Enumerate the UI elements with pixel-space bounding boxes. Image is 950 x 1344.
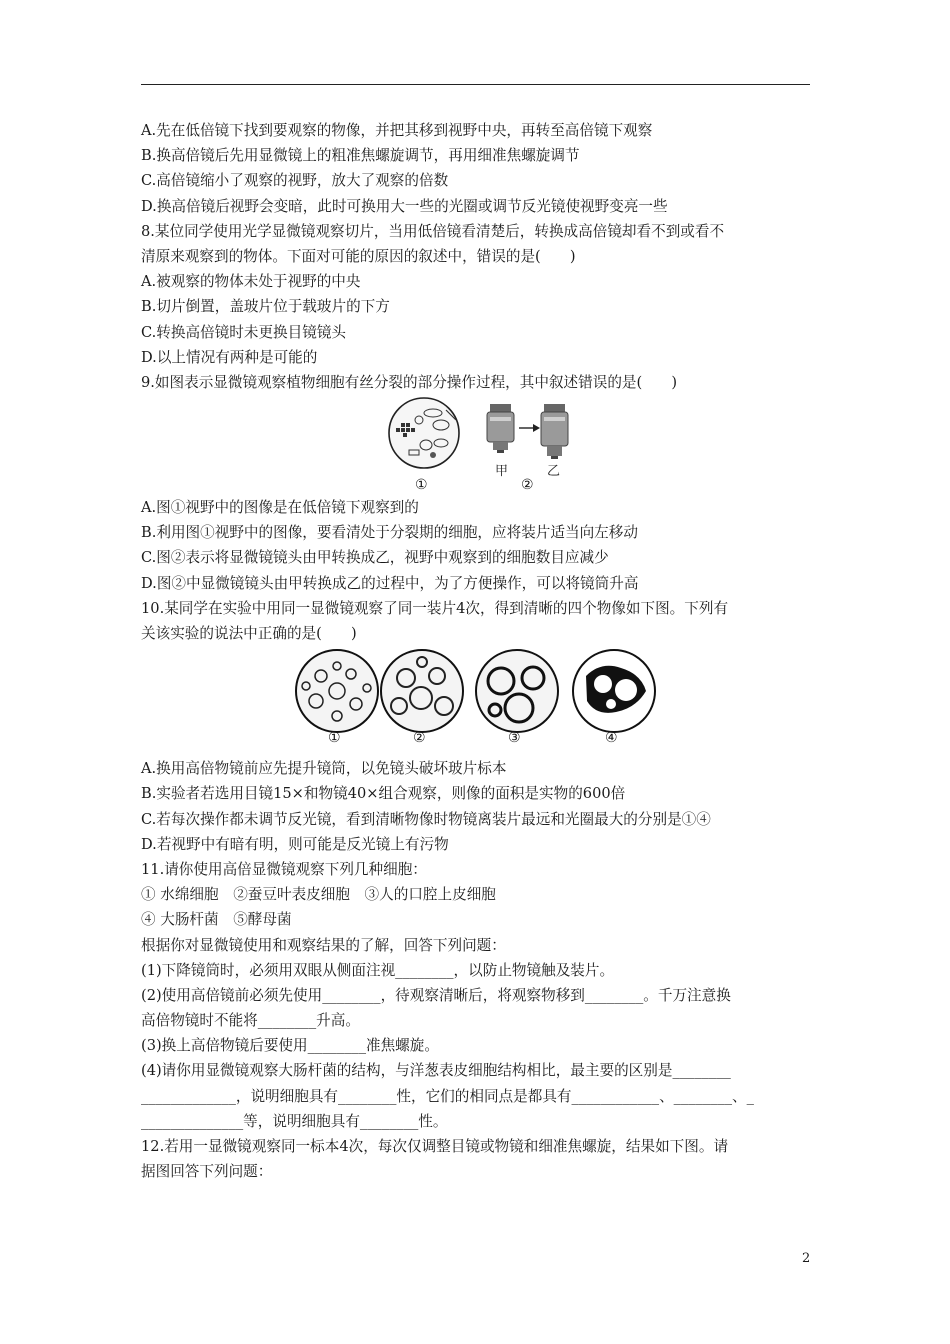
text-block-bottom — [141, 756, 813, 1184]
text-line: A.被观察的物体未处于视野的中央 — [141, 273, 361, 291]
text-line: ④ 大肠杆菌 ⑤酵母菌 — [141, 911, 292, 929]
text-line: B.切片倒置，盖玻片位于载玻片的下方 — [141, 298, 390, 316]
page-number: 2 — [802, 1251, 811, 1266]
text-block-top — [141, 118, 813, 395]
objective-lens-jia — [487, 404, 514, 453]
text-line: 根据你对显微镜使用和观察结果的了解，回答下列问题： — [141, 936, 506, 954]
text-line: 清原来观察到的物体。下面对可能的原因的叙述中，错误的是( ) — [141, 247, 576, 265]
page-body — [141, 118, 813, 1184]
text-line: A.先在低倍镜下找到要观察的物像，并把其移到视野中央，再转至高倍镜下观察 — [141, 122, 653, 139]
view-circle-1 — [296, 650, 378, 732]
text-line: 9.如图表示显微镜观察植物细胞有丝分裂的部分操作过程，其中叙述错误的是( ) — [141, 373, 678, 391]
text-line: (4)请你用显微镜观察大肠杆菌的结构，与洋葱表皮细胞结构相比，最主要的区别是________ — [141, 1062, 731, 1080]
text-line: 11.请你使用高倍显微镜观察下列几种细胞： — [141, 860, 427, 878]
field-of-view-1 — [389, 398, 459, 468]
text-line: (1)下降镜筒时，必须用双眼从侧面注视________，以防止物镜触及装片。 — [141, 961, 615, 979]
text-line: C.若每次操作都未调节反光镜，看到清晰物像时物镜离装片最远和光圈最大的分别是①④ — [141, 810, 711, 828]
objective-lens-yi — [541, 404, 568, 459]
text-line: D.以上情况有两种是可能的 — [141, 348, 318, 366]
text-line: C.图②表示将显微镜镜头由甲转换成乙，视野中观察到的细胞数目应减少 — [141, 549, 609, 567]
header-rule — [141, 84, 810, 85]
text-line: 8.某位同学使用光学显微镜观察切片，当用低倍镜看清楚后，转换成高倍镜却看不到或看不 — [141, 222, 725, 240]
text-line: D.若视野中有暗有明，则可能是反光镜上有污物 — [141, 835, 449, 853]
text-line: B.实验者若选用目镜15×和物镜40×组合观察，则像的面积是实物的600倍 — [141, 785, 626, 803]
text-line: ______________等，说明细胞具有________性。 — [141, 1112, 448, 1130]
text-line: D.换高倍镜后视野会变暗，此时可换用大一些的光圈或调节反光镜使视野变亮一些 — [141, 197, 668, 215]
figure1-label-2: ② — [521, 477, 534, 494]
text-line: C.转换高倍镜时未更换目镜镜头 — [141, 323, 347, 341]
figure1-svg — [141, 395, 813, 479]
text-block-middle — [141, 495, 813, 646]
figure2-label-4: ④ — [605, 730, 618, 747]
text-line: B.换高倍镜后先用显微镜上的粗准焦螺旋调节，再用细准焦螺旋调节 — [141, 147, 580, 165]
label-yi: 乙 — [547, 464, 561, 480]
text-line: B.利用图①视野中的图像，要看清处于分裂期的细胞，应将装片适当向左移动 — [141, 524, 638, 542]
text-line: (2)使用高倍镜前必须先使用________，待观察清晰后，将观察物移到________。千万注意换 — [141, 986, 731, 1004]
text-line: 高倍物镜时不能将________升高。 — [141, 1012, 360, 1030]
figure-microscope-operation — [141, 395, 813, 494]
view-circle-4 — [573, 650, 655, 732]
text-line: (3)换上高倍物镜后要使用________准焦螺旋。 — [141, 1037, 439, 1055]
view-circle-3 — [476, 650, 558, 732]
text-line: A.图①视野中的图像是在低倍镜下观察到的 — [141, 499, 419, 517]
figure2-label-1: ① — [328, 730, 341, 747]
figure1-label-1: ① — [415, 477, 428, 494]
figure2-label-2: ② — [413, 730, 426, 747]
text-line: 12.若用一显微镜观察同一标本4次，每次仅调整目镜或物镜和细准焦螺旋，结果如下图。请 — [141, 1138, 729, 1155]
text-line: 关该实验的说法中正确的是( ) — [141, 625, 357, 642]
text-line: 据图回答下列问题： — [141, 1163, 273, 1181]
text-line: 10.某同学在实验中用同一显微镜观察了同一装片4次，得到清晰的四个物像如下图。下列有 — [141, 599, 729, 617]
label-jia: 甲 — [495, 464, 509, 480]
view-circle-2 — [381, 650, 463, 732]
text-line: _____________，说明细胞具有________性，它们的相同点是都具有____________、________、_ — [141, 1087, 754, 1105]
text-line: ① 水绵细胞 ②蚕豆叶表皮细胞 ③人的口腔上皮细胞 — [141, 886, 496, 904]
figure-four-views — [141, 646, 813, 748]
text-line: C.高倍镜缩小了观察的视野，放大了观察的倍数 — [141, 172, 449, 190]
text-line: D.图②中显微镜镜头由甲转换成乙的过程中，为了方便操作，可以将镜筒升高 — [141, 574, 639, 592]
text-line: A.换用高倍物镜前应先提升镜筒，以免镜头破坏玻片标本 — [141, 760, 507, 778]
figure2-label-3: ③ — [508, 730, 521, 747]
figure2-svg — [141, 646, 813, 748]
